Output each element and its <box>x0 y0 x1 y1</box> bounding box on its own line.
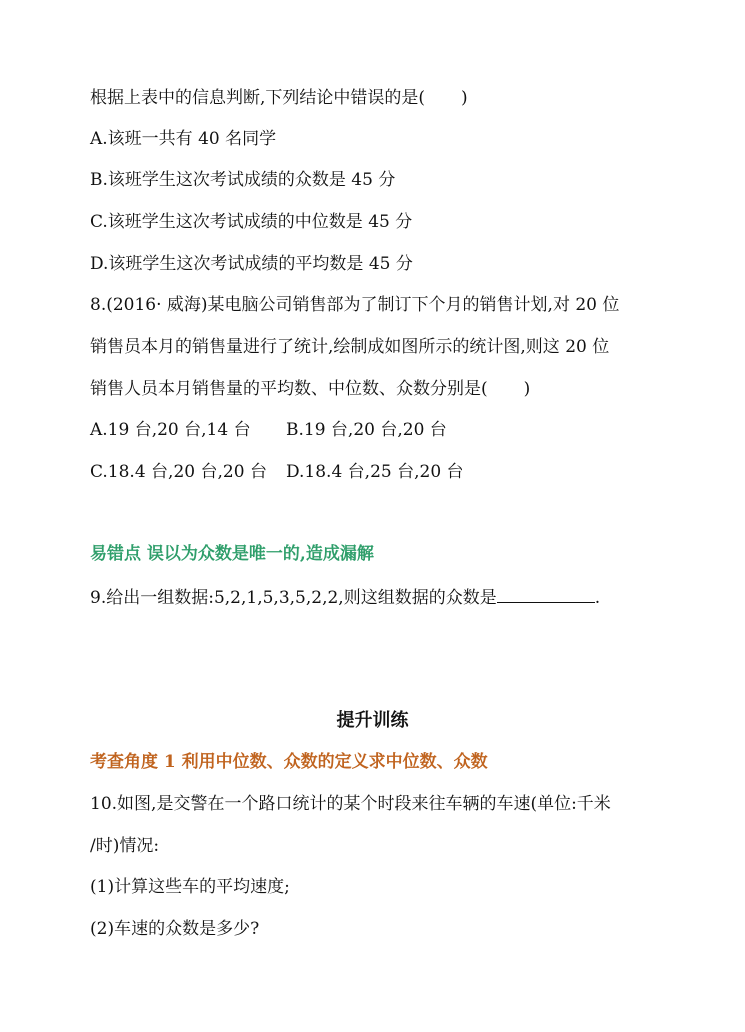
q7-stem: 根据上表中的信息判断,下列结论中错误的是( ) <box>90 88 468 108</box>
q10-line-2: /时)情况: <box>90 836 160 856</box>
section-title: 提升训练 <box>336 710 409 731</box>
q7-option-d: D.该班学生这次考试成绩的平均数是 45 分 <box>90 254 413 274</box>
q10-sub-2: (2)车速的众数是多少? <box>90 919 260 939</box>
q8-option-d: D.18.4 台,25 台,20 台 <box>286 462 464 482</box>
q8-line-2: 销售员本月的销售量进行了统计,绘制成如图所示的统计图,则这 20 位 <box>90 337 610 357</box>
error-point-heading: 易错点 误以为众数是唯一的,造成漏解 <box>90 544 374 564</box>
angle-heading: 考查角度 1 利用中位数、众数的定义求中位数、众数 <box>90 752 488 772</box>
q9-text: 9.给出一组数据:5,2,1,5,3,5,2,2,则这组数据的众数是 . <box>90 588 601 608</box>
q8-line-3: 销售人员本月销售量的平均数、中位数、众数分别是( ) <box>90 379 531 399</box>
q8-options-row-1 <box>90 422 447 439</box>
q10-sub-1: (1)计算这些车的平均速度; <box>90 877 290 897</box>
q8-option-a: A.19 台,20 台,14 台 <box>90 420 251 440</box>
q10-line-1: 10.如图,是交警在一个路口统计的某个时段来往车辆的车速(单位:千米 <box>90 794 611 814</box>
q8-option-b: B.19 台,20 台,20 台 <box>286 420 447 440</box>
q8-option-c: C.18.4 台,20 台,20 台 <box>90 462 267 482</box>
q8-options-row-2 <box>90 464 464 481</box>
q7-option-c: C.该班学生这次考试成绩的中位数是 45 分 <box>90 212 413 232</box>
q9-answer-blank[interactable] <box>497 588 595 603</box>
q7-option-b: B.该班学生这次考试成绩的众数是 45 分 <box>90 170 396 190</box>
q8-line-1: 8.(2016· 威海)某电脑公司销售部为了制订下个月的销售计划,对 20 位 <box>90 295 620 315</box>
q7-option-a: A.该班一共有 40 名同学 <box>90 129 277 149</box>
